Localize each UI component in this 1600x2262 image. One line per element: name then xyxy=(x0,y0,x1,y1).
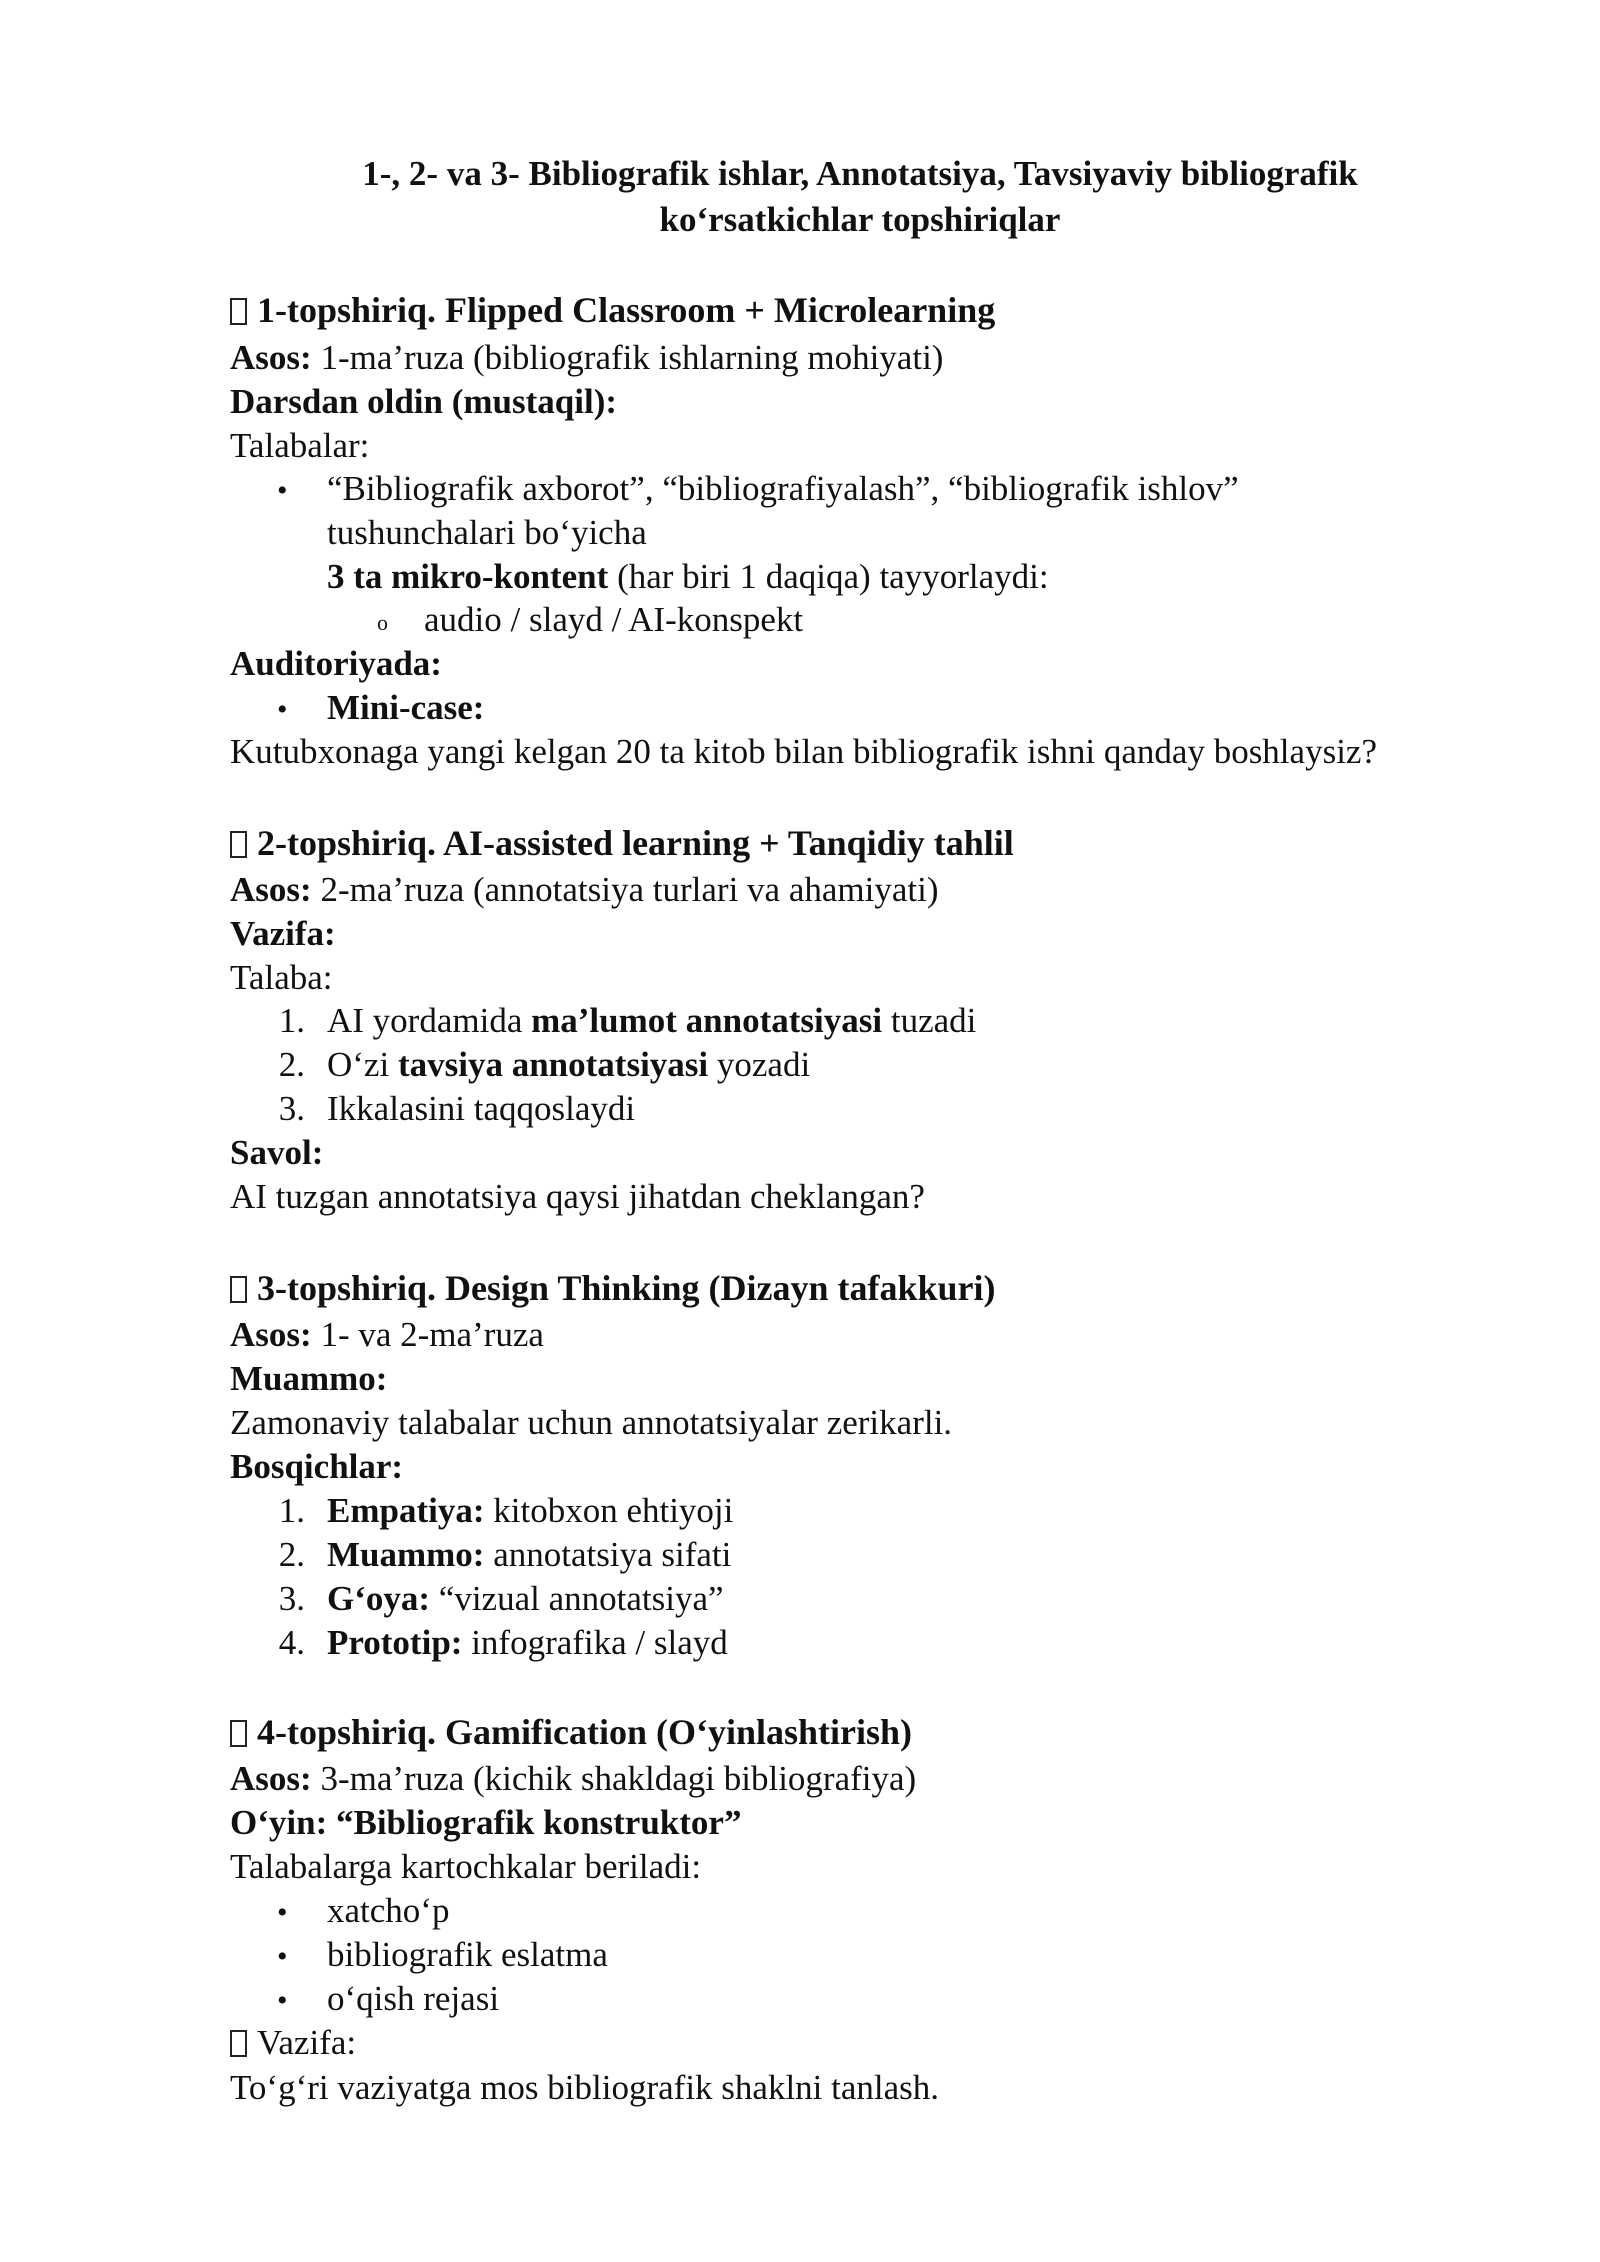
list-number: 1. xyxy=(278,1001,305,1040)
item-bold: Empatiya: xyxy=(327,1491,485,1530)
asos-text: 3-ma’ruza (kichik shakldagi bibliografiya) xyxy=(311,1759,917,1798)
task1-before-class: Darsdan oldin (mustaqil): xyxy=(230,382,618,421)
item-text: Ikkalasini taqqoslaydi xyxy=(327,1089,636,1128)
task2-item-2 xyxy=(327,1043,810,1087)
item-bold: ma’lumot annotatsiyasi xyxy=(531,1001,883,1040)
asos-text: 2-ma’ruza (annotatsiya turlari va ahamiyati) xyxy=(311,870,939,909)
task3-stages: Bosqichlar: xyxy=(230,1447,404,1486)
task4-asos xyxy=(230,1757,916,1801)
task2-heading xyxy=(230,821,1014,865)
task1-mini-case: Mini-case: xyxy=(327,688,485,727)
task4-vazifa xyxy=(230,2021,356,2065)
list-number: 4. xyxy=(278,1623,305,1662)
missing-glyph-icon xyxy=(230,831,247,858)
task3-heading xyxy=(230,1266,996,1310)
task2-savol: Savol: xyxy=(230,1133,324,1172)
task2-item-3 xyxy=(327,1087,635,1131)
missing-glyph-icon xyxy=(230,298,247,325)
circle-bullet-icon: o xyxy=(377,610,388,635)
task1-heading-text: 1-topshiriq. Flipped Classroom + Microlearning xyxy=(257,290,996,330)
task4-heading xyxy=(230,1710,912,1754)
asos-text: 1- va 2-ma’ruza xyxy=(311,1315,544,1354)
item-bold: G‘oya: xyxy=(327,1579,431,1618)
task3-asos xyxy=(230,1313,544,1357)
task2-asos xyxy=(230,868,939,912)
task2-vazifa: Vazifa: xyxy=(230,914,336,953)
micro-content-rest: (har biri 1 daqiqa) tayyorlaydi: xyxy=(608,557,1049,596)
task3-problem: Zamonaviy talabalar uchun annotatsiyalar zerikarli. xyxy=(230,1403,953,1442)
task1-sub-item: audio / slayd / AI-konspekt xyxy=(424,600,804,639)
missing-glyph-icon xyxy=(230,1276,247,1303)
item-text: “vizual annotatsiya” xyxy=(430,1579,724,1618)
task4-game: O‘yin: “Bibliografik konstruktor” xyxy=(230,1803,742,1842)
task4-item-3: o‘qish rejasi xyxy=(327,1979,500,2018)
task4-item-1: xatcho‘p xyxy=(327,1891,450,1930)
task4-cards: Talabalarga kartochkalar beriladi: xyxy=(230,1847,702,1886)
asos-label: Asos: xyxy=(230,338,312,377)
bullet-icon: • xyxy=(277,1984,288,2017)
missing-glyph-icon xyxy=(230,1720,247,1747)
document-title-line1: 1-, 2- va 3- Bibliografik ishlar, Annotatsiya, Tavsiyaviy bibliografik xyxy=(362,154,1358,193)
list-number: 2. xyxy=(278,1535,305,1574)
task1-asos xyxy=(230,336,943,380)
list-number: 3. xyxy=(278,1089,305,1128)
task2-heading-text: 2-topshiriq. AI-assisted learning + Tanqidiy tahlil xyxy=(257,823,1014,863)
item-text: O‘zi xyxy=(327,1045,398,1084)
bullet-icon: • xyxy=(277,1896,288,1929)
asos-label: Asos: xyxy=(230,870,312,909)
item-bold: Muammo: xyxy=(327,1535,485,1574)
task4-vazifa-text: Vazifa: xyxy=(257,2023,357,2062)
task3-item-2 xyxy=(327,1533,731,1577)
bullet-icon: • xyxy=(277,474,288,507)
task1-micro-content xyxy=(327,555,1049,599)
task3-item-3 xyxy=(327,1577,724,1621)
task1-question: Kutubxonaga yangi kelgan 20 ta kitob bilan bibliografik ishni qanday boshlaysiz? xyxy=(230,732,1377,771)
task2-item-1 xyxy=(327,999,976,1043)
task3-heading-text: 3-topshiriq. Design Thinking (Dizayn tafakkuri) xyxy=(257,1268,996,1308)
list-number: 2. xyxy=(278,1045,305,1084)
bullet-icon: • xyxy=(277,1940,288,1973)
task1-students: Talabalar: xyxy=(230,426,370,465)
task4-item-2: bibliografik eslatma xyxy=(327,1935,608,1974)
list-number: 1. xyxy=(278,1491,305,1530)
missing-glyph-icon xyxy=(230,2030,247,2057)
item-bold: tavsiya annotatsiyasi xyxy=(397,1045,709,1084)
task3-muammo: Muammo: xyxy=(230,1359,388,1398)
task3-item-4 xyxy=(327,1621,728,1665)
item-text: tuzadi xyxy=(882,1001,977,1040)
item-bold: Prototip: xyxy=(327,1623,463,1662)
micro-content-bold: 3 ta mikro-kontent xyxy=(327,557,609,596)
task4-task: To‘g‘ri vaziyatga mos bibliografik shaklni tanlash. xyxy=(230,2068,940,2107)
asos-label: Asos: xyxy=(230,1315,312,1354)
task1-bullet1-line1: “Bibliografik axborot”, “bibliografiyalash”, “bibliografik ishlov” xyxy=(327,469,1239,508)
task3-item-1 xyxy=(327,1489,733,1533)
task4-heading-text: 4-topshiriq. Gamification (O‘yinlashtirish) xyxy=(257,1712,913,1752)
item-text: kitobxon ehtiyoji xyxy=(484,1491,734,1530)
task1-bullet1-line2: tushunchalari bo‘yicha xyxy=(327,513,647,552)
item-text: yozadi xyxy=(708,1045,811,1084)
task2-question: AI tuzgan annotatsiya qaysi jihatdan cheklangan? xyxy=(230,1177,925,1216)
task1-heading xyxy=(230,288,995,332)
item-text: annotatsiya sifati xyxy=(484,1535,732,1574)
task2-student: Talaba: xyxy=(230,958,333,997)
asos-text: 1-ma’ruza (bibliografik ishlarning mohiyati) xyxy=(311,338,944,377)
item-text: infografika / slayd xyxy=(462,1623,728,1662)
task1-in-class: Auditoriyada: xyxy=(230,644,442,683)
asos-label: Asos: xyxy=(230,1759,312,1798)
bullet-icon: • xyxy=(277,693,288,726)
item-text: AI yordamida xyxy=(327,1001,532,1040)
list-number: 3. xyxy=(278,1579,305,1618)
document-title-line2: ko‘rsatkichlar topshiriqlar xyxy=(659,200,1061,239)
